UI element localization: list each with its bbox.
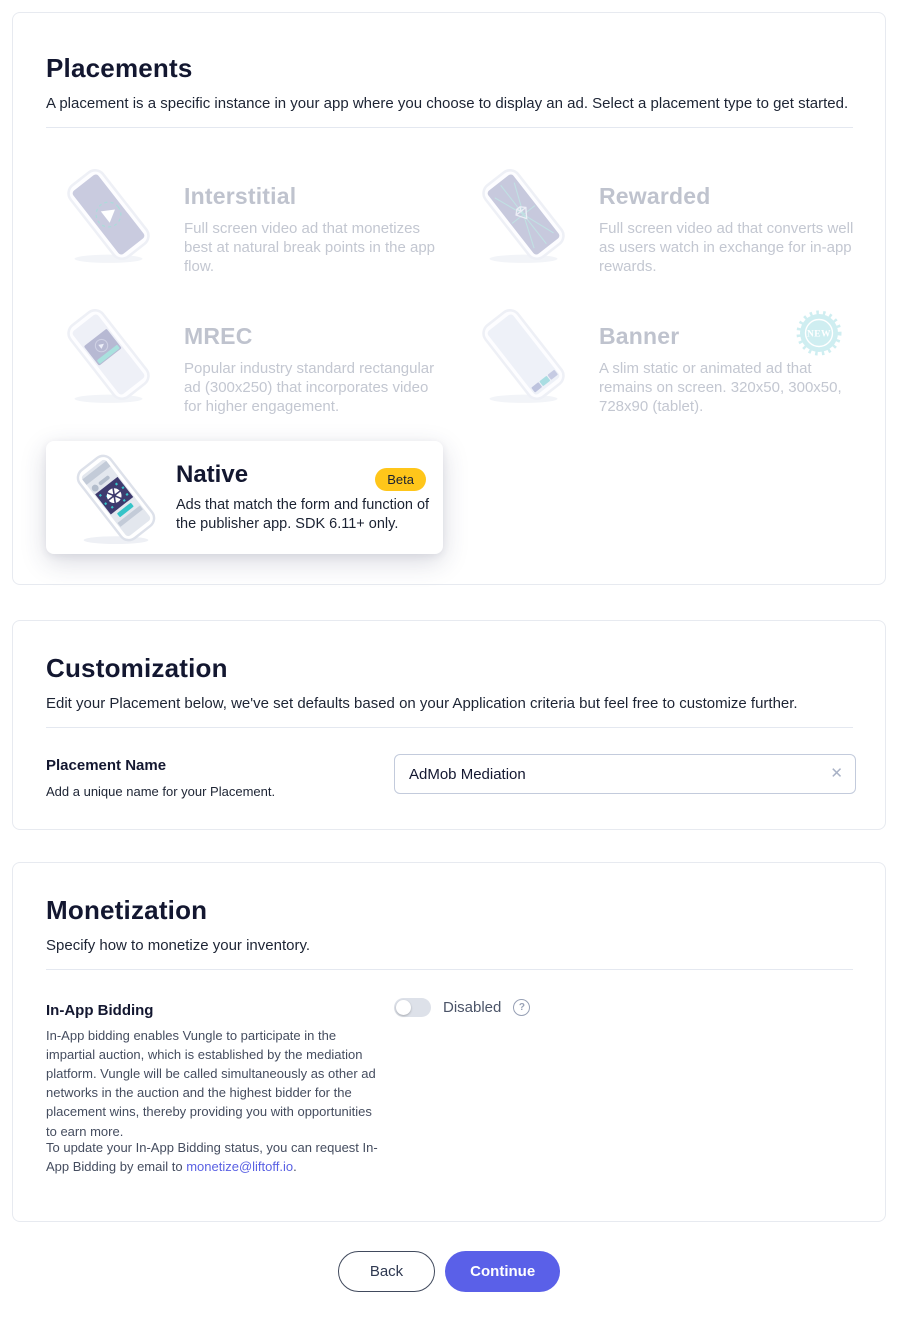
placement-option-description: Full screen video ad that monetizes best at natural break points in the app flow. <box>184 220 436 275</box>
placements-subtitle: A placement is a specific instance in your app where you choose to display an ad. Select a placement type to get started. <box>46 95 849 112</box>
new-seal-icon <box>796 310 842 356</box>
mrec-phone-icon <box>46 301 171 406</box>
placement-option-mrec[interactable] <box>46 301 446 416</box>
placement-option-description: Ads that match the form and function of the publisher app. SDK 6.11+ only. <box>176 497 430 532</box>
section-divider <box>46 727 853 728</box>
placement-option-rewarded[interactable] <box>461 161 861 276</box>
placement-option-description: Popular industry standard rectangular ad (300x250) that incorporates video for higher engagement. <box>184 360 435 415</box>
in-app-bidding-toggle-row <box>394 998 530 1017</box>
placement-option-title: Interstitial <box>184 183 297 209</box>
section-divider <box>46 127 853 128</box>
request-prefix: To update your In-App Bidding status, you can request In-App Bidding by email to <box>46 1140 378 1175</box>
in-app-bidding-toggle[interactable] <box>394 998 431 1017</box>
placement-name-helper: Add a unique name for your Placement. <box>46 784 276 799</box>
in-app-bidding-description: In-App bidding enables Vungle to participate in the impartial auction, which is established by the mediation platform. Vungle will be called simultaneously as other ad networks in the auction and the highest bidder for the placement wins, thereby providing you with opportunities to earn more. <box>46 1028 376 1139</box>
placement-option-title: Native <box>176 461 249 488</box>
banner-phone-icon <box>461 301 586 406</box>
in-app-bidding-label: In-App Bidding <box>46 1002 154 1019</box>
monetization-subtitle: Specify how to monetize your inventory. <box>46 937 311 954</box>
customization-subtitle: Edit your Placement below, we've set defaults based on your Application criteria but feel free to customize further. <box>46 695 798 712</box>
customization-title: Customization <box>46 653 228 683</box>
help-icon[interactable]: ? <box>513 999 530 1016</box>
native-phone-icon <box>56 447 181 552</box>
section-divider <box>46 969 853 970</box>
back-button[interactable]: Back <box>338 1251 435 1292</box>
placement-option-interstitial[interactable] <box>46 161 446 276</box>
placement-option-title: Banner <box>599 323 680 349</box>
monetization-title: Monetization <box>46 895 208 925</box>
request-suffix: . <box>293 1159 297 1175</box>
placement-option-native[interactable] <box>46 441 443 554</box>
placement-option-title: Rewarded <box>599 183 711 209</box>
placements-card <box>12 12 886 585</box>
clear-icon[interactable]: ✕ <box>830 765 843 783</box>
placement-option-title: MREC <box>184 323 253 349</box>
customization-card <box>12 620 886 830</box>
in-app-bidding-request <box>46 1138 386 1176</box>
monetize-email-link[interactable]: monetize@liftoff.io <box>186 1159 294 1175</box>
toggle-knob-icon <box>396 1000 411 1015</box>
rewarded-phone-icon <box>461 161 586 266</box>
placement-name-label-block <box>46 757 275 799</box>
in-app-bidding-status: Disabled <box>443 999 502 1016</box>
monetization-card <box>12 862 886 1222</box>
placement-name-input-wrap <box>394 754 856 794</box>
placements-title: Placements <box>46 53 193 83</box>
placement-name-input[interactable] <box>394 754 856 794</box>
interstitial-phone-icon <box>46 161 171 266</box>
continue-button[interactable]: Continue <box>445 1251 560 1292</box>
new-badge-label: NEW <box>807 329 831 340</box>
placement-option-description: A slim static or animated ad that remains on screen. 320x50, 300x50, 728x90 (tablet). <box>599 360 842 415</box>
placement-option-description: Full screen video ad that converts well as users watch in exchange for in-app rewards. <box>599 220 854 275</box>
beta-badge: Beta <box>375 468 426 491</box>
placement-name-label: Placement Name <box>46 757 167 774</box>
footer-actions <box>0 1251 898 1292</box>
